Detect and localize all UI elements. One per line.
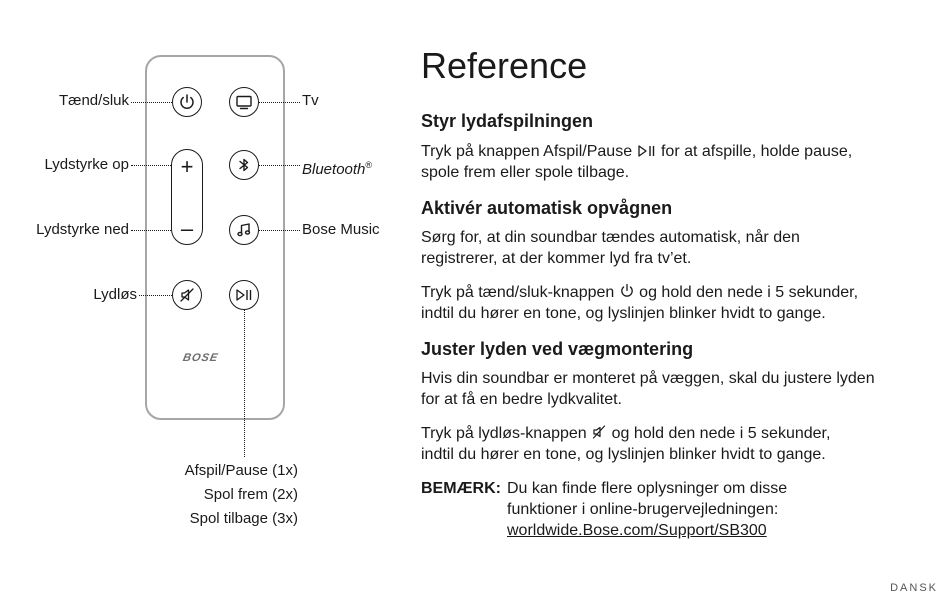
- paragraph-text: og hold den nede i 5 sekunder,: [634, 284, 859, 301]
- label-tv: Tv: [302, 92, 319, 109]
- label-mute: Lydløs: [93, 286, 137, 303]
- paragraph-text: Tryk på knappen Afspil/Pause: [421, 143, 637, 160]
- label-bluetooth: [302, 156, 372, 179]
- label-power: Tænd/sluk: [58, 92, 129, 109]
- section-paragraph: [421, 368, 921, 410]
- bose-music-button: [229, 215, 259, 245]
- section-paragraph: [421, 227, 921, 269]
- note-text: [507, 478, 927, 541]
- paragraph-text: spole frem eller spole tilbage.: [421, 164, 630, 181]
- callout-line-bluetooth: [259, 165, 300, 166]
- section-heading: Styr lydafspilningen: [421, 111, 594, 131]
- tv-icon: [235, 93, 253, 111]
- callout-line-mute: [139, 295, 172, 296]
- paragraph-text: registrerer, at der kommer lyd fra tv’et.: [421, 250, 692, 267]
- paragraph-text: Tryk på lydløs-knappen: [421, 425, 592, 442]
- paragraph-text: Tryk på tænd/sluk-knappen: [421, 284, 619, 301]
- play-function-item: Spol frem (2x): [203, 486, 298, 503]
- note-line: Du kan finde flere oplysninger om disse: [507, 480, 788, 497]
- bluetooth-button: [229, 150, 259, 180]
- section-paragraph: [421, 282, 921, 324]
- paragraph-text: for at afspille, holde pause,: [656, 143, 853, 160]
- label-volume-down: Lydstyrke ned: [36, 221, 129, 238]
- callout-line-power: [131, 102, 172, 103]
- paragraph-text: indtil du hører en tone, og lyslinjen blinker hvidt to gange.: [421, 446, 826, 463]
- paragraph-text: Sørg for, at din soundbar tændes automatisk, når den: [421, 229, 800, 246]
- paragraph-text: indtil du hører en tone, og lyslinjen blinker hvidt to gange.: [421, 305, 826, 322]
- section-heading: Aktivér automatisk opvågnen: [421, 198, 673, 218]
- remote-control-outline: [145, 55, 285, 420]
- power-button: [172, 87, 202, 117]
- language-footer: DANSK: [890, 582, 938, 594]
- section-heading: Juster lyden ved vægmontering: [421, 339, 694, 359]
- bluetooth-icon: [235, 156, 253, 174]
- label-volume-up: Lydstyrke op: [44, 156, 129, 173]
- play-pause-button: [229, 280, 259, 310]
- paragraph-text: Hvis din soundbar er monteret på væggen, skal du justere lyden: [421, 370, 875, 387]
- power-icon: [178, 93, 196, 111]
- section-paragraph: [421, 423, 921, 465]
- bose-logo: BOSE: [181, 352, 220, 364]
- tv-button: [229, 87, 259, 117]
- play-function-item: Afspil/Pause (1x): [184, 462, 298, 479]
- music-note-icon: [235, 221, 253, 239]
- note-line: funktioner i online-brugervejledningen:: [507, 501, 779, 518]
- play-function-item: Spol tilbage (3x): [189, 510, 298, 527]
- support-link[interactable]: worldwide.Bose.com/Support/SB300: [507, 522, 767, 539]
- mute-icon: [178, 286, 196, 304]
- callout-line-music: [259, 230, 300, 231]
- callout-line-play: [244, 310, 245, 457]
- callout-line-volume-down: [131, 230, 171, 231]
- mute-icon: [591, 424, 607, 440]
- callout-line-tv: [259, 102, 300, 103]
- play-pause-icon: [234, 286, 254, 304]
- volume-rocker: [171, 149, 203, 245]
- volume-plus-icon: +: [180, 154, 194, 179]
- play-function-list: [150, 459, 298, 531]
- power-icon: [619, 283, 635, 299]
- section-paragraph: [421, 141, 921, 183]
- label-bose-music: Bose Music: [302, 221, 380, 238]
- label-bluetooth-text: Bluetooth: [302, 161, 366, 178]
- paragraph-text: og hold den nede i 5 sekunder,: [607, 425, 831, 442]
- play-pause-icon: [637, 144, 657, 158]
- mute-button: [172, 280, 202, 310]
- note-label: BEMÆRK:: [421, 480, 501, 497]
- callout-line-volume-up: [131, 165, 171, 166]
- page-title: Reference: [421, 45, 588, 86]
- registered-mark: ®: [365, 160, 373, 170]
- paragraph-text: for at få en bedre lydkvalitet.: [421, 391, 622, 408]
- volume-minus-icon: –: [180, 216, 194, 241]
